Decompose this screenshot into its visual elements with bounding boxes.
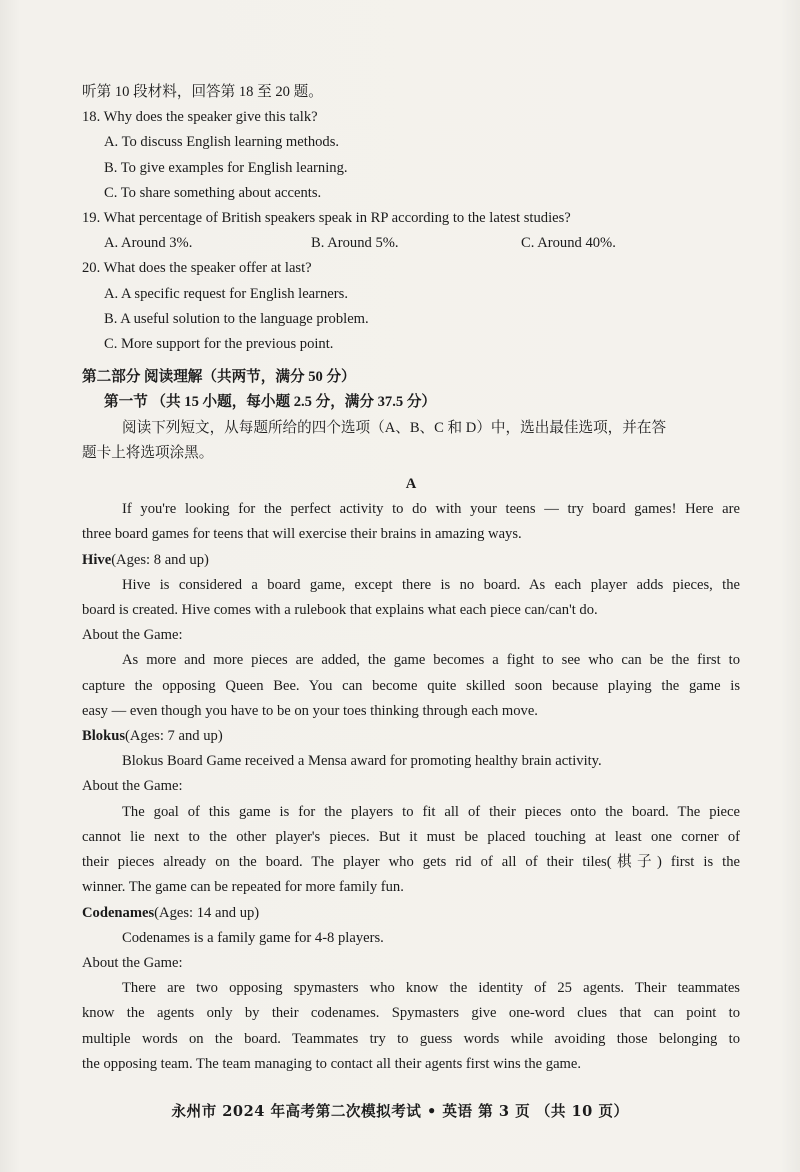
codenames-about-line-2: know the agents only by their codenames. Spymasters give one-word clues that can point to bbox=[82, 1005, 740, 1022]
blokus-about-line-3: their pieces already on the board. The player who gets rid of all of their tiles(棋子) first is the bbox=[82, 854, 740, 871]
question-19-option-c: C. Around 40%. bbox=[521, 235, 616, 252]
question-19-option-a: A. Around 3%. bbox=[104, 235, 193, 252]
page-content bbox=[82, 80, 740, 1077]
codenames-heading bbox=[82, 901, 740, 926]
blokus-name: Blokus bbox=[82, 728, 125, 745]
passage-label: A bbox=[405, 476, 417, 493]
intro-line-2: three board games for teens that will exercise their brains in amazing ways. bbox=[82, 526, 522, 543]
hive-desc-line-1: Hive is considered a board game, except there is no board. As each player adds pieces, the bbox=[122, 576, 740, 593]
question-19-option-b: B. Around 5%. bbox=[311, 235, 399, 252]
question-20-option-b: B. A useful solution to the language problem. bbox=[104, 310, 369, 327]
question-20-option-a: A. A specific request for English learners. bbox=[104, 285, 348, 302]
hive-about-line-3: easy — even though you have to be on your toes thinking through each move. bbox=[82, 702, 538, 719]
page-footer: 永州市 2024 年高考第二次模拟考试 • 英语 第 3 页 （共 10 页） bbox=[171, 1103, 629, 1120]
hive-about-line-1: As more and more pieces are added, the game becomes a fight to see who can be the first to bbox=[122, 652, 740, 669]
hive-heading bbox=[82, 548, 740, 573]
codenames-about-line-3: multiple words on the board. Teammates try to guess words while avoiding those belonging to bbox=[82, 1030, 740, 1047]
question-18-option-c: C. To share something about accents. bbox=[104, 184, 322, 201]
listening-instruction: 听第 10 段材料，回答第 18 至 20 题。 bbox=[82, 84, 323, 100]
blokus-ages: (Ages: 7 and up) bbox=[125, 728, 223, 745]
question-19-options bbox=[82, 231, 740, 256]
question-20-stem: 20. What does the speaker offer at last? bbox=[82, 260, 312, 277]
question-18-stem: 18. Why does the speaker give this talk? bbox=[82, 109, 318, 126]
hive-about-line-2: capture the opposing Queen Bee. You can become quite skilled soon because playing the game is bbox=[82, 677, 740, 694]
codenames-about-heading: About the Game: bbox=[82, 954, 183, 971]
question-20-option-c: C. More support for the previous point. bbox=[104, 336, 334, 353]
spacer bbox=[82, 357, 740, 365]
question-18-option-b: B. To give examples for English learning. bbox=[104, 159, 348, 176]
blokus-about-line-1: The goal of this game is for the players to fit all of their pieces onto the board. The piece bbox=[122, 803, 740, 820]
blokus-about-line-2: cannot lie next to the other player's pieces. But it must be placed touching at least one corner of bbox=[82, 828, 740, 845]
question-19-stem: 19. What percentage of British speakers speak in RP according to the latest studies? bbox=[82, 210, 571, 227]
blokus-desc-line-1: Blokus Board Game received a Mensa award for promoting healthy brain activity. bbox=[122, 753, 602, 770]
reading-instruction-line-1: 阅读下列短文，从每题所给的四个选项（A、B、C 和 D）中，选出最佳选项，并在答 bbox=[122, 419, 667, 436]
codenames-desc-line-1: Codenames is a family game for 4-8 players. bbox=[122, 929, 384, 946]
reading-instruction-line-2: 题卡上将选项涂黑。 bbox=[82, 444, 214, 461]
part-two-title: 第二部分 阅读理解（共两节，满分 50 分） bbox=[82, 369, 356, 386]
hive-about-heading: About the Game: bbox=[82, 627, 183, 644]
hive-ages: (Ages: 8 and up) bbox=[111, 551, 209, 568]
intro-line-1: If you're looking for the perfect activity to do with your teens — try board games! Here are bbox=[122, 501, 740, 518]
section-one-title: 第一节 （共 15 小题，每小题 2.5 分，满分 37.5 分） bbox=[104, 394, 437, 411]
codenames-about-line-4: the opposing team. The team managing to contact all their agents first wins the game. bbox=[82, 1055, 582, 1072]
blokus-about-heading: About the Game: bbox=[82, 778, 183, 795]
codenames-name: Codenames bbox=[82, 904, 155, 921]
hive-desc-line-2: board is created. Hive comes with a rulebook that explains what each piece can/can't do. bbox=[82, 602, 598, 619]
question-18-option-a: A. To discuss English learning methods. bbox=[104, 134, 340, 151]
codenames-ages: (Ages: 14 and up) bbox=[154, 904, 260, 921]
codenames-about-line-1: There are two opposing spymasters who know the identity of 25 agents. Their teammates bbox=[122, 980, 740, 997]
blokus-about-line-4: winner. The game can be repeated for more family fun. bbox=[82, 879, 404, 896]
blokus-heading bbox=[82, 724, 740, 749]
hive-name: Hive bbox=[82, 551, 112, 568]
